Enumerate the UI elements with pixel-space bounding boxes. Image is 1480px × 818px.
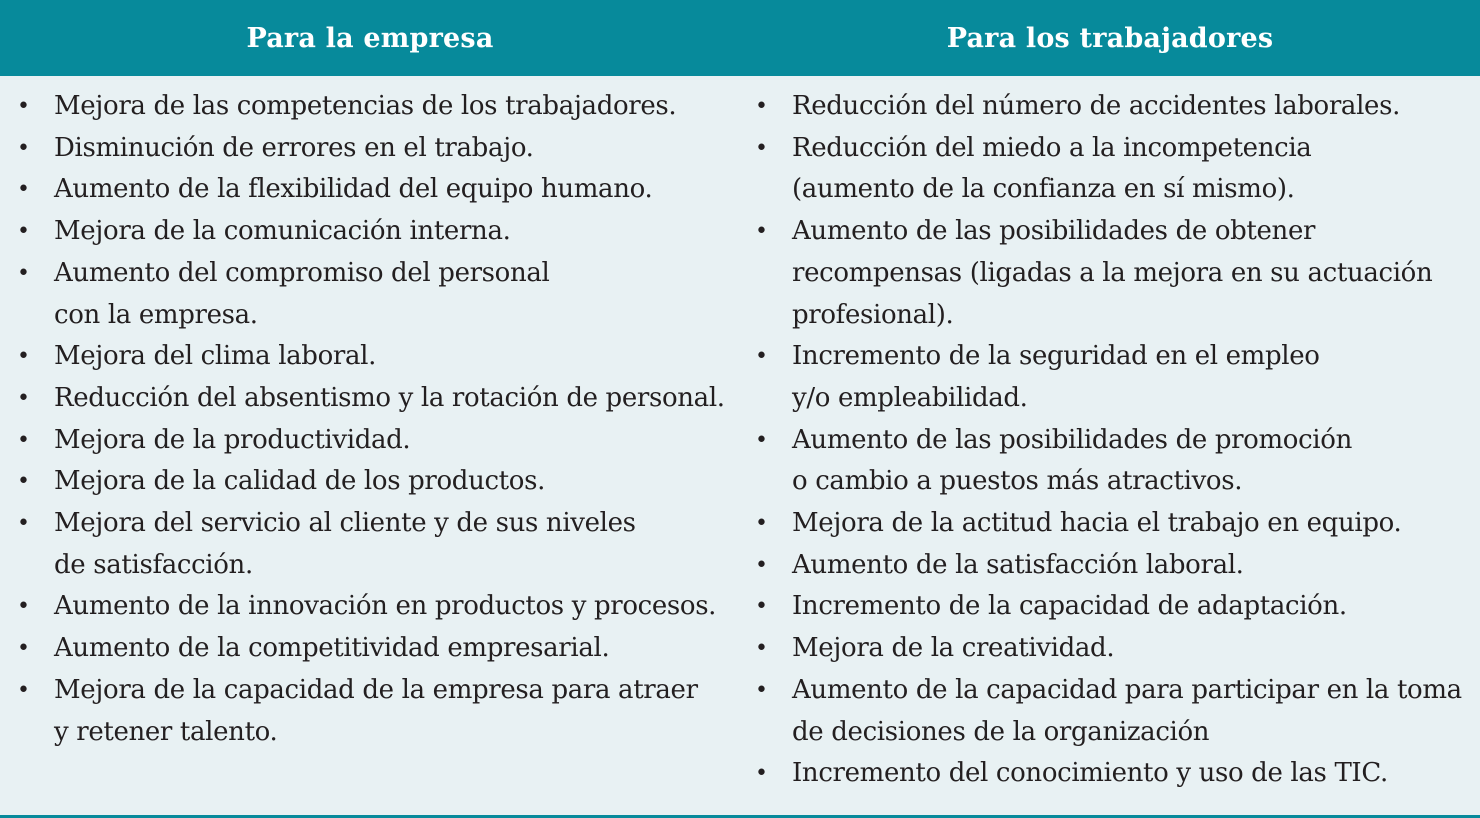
company-list-item xyxy=(14,86,738,128)
company-list-item xyxy=(14,586,738,628)
company-benefits-list xyxy=(14,86,738,753)
company-item-text: Aumento de la innovación en productos y procesos. xyxy=(54,591,717,622)
company-item-text: Mejora del clima laboral. xyxy=(54,341,377,372)
bullet-icon: • xyxy=(17,511,30,537)
bullet-icon: • xyxy=(755,135,768,161)
bullet-icon: • xyxy=(755,219,768,245)
worker-item-text: (aumento de la confianza en sí mismo). xyxy=(792,174,1295,205)
worker-item-text: de decisiones de la organización xyxy=(792,716,1210,747)
table-header xyxy=(0,0,1480,76)
worker-item-text: Reducción del miedo a la incompetencia xyxy=(792,132,1312,163)
bullet-icon: • xyxy=(17,469,30,495)
company-list-item xyxy=(14,253,738,336)
worker-list-item xyxy=(752,336,1476,419)
company-list-item xyxy=(14,336,738,378)
bullet-icon: • xyxy=(17,636,30,662)
worker-item-text: Reducción del número de accidentes laborales. xyxy=(792,91,1400,121)
bullet-icon: • xyxy=(755,511,768,537)
column-header-company: Para la empresa xyxy=(246,22,494,54)
bullet-icon: • xyxy=(17,177,30,203)
bullet-icon: • xyxy=(17,135,30,161)
company-item-text: Mejora del servicio al cliente y de sus niveles xyxy=(54,508,636,539)
company-list-item xyxy=(14,461,738,503)
worker-list-item xyxy=(752,753,1476,795)
worker-list-item xyxy=(752,670,1476,753)
company-item-text: Mejora de las competencias de los trabajadores. xyxy=(54,91,677,121)
worker-item-text: Mejora de la actitud hacia el trabajo en equipo. xyxy=(792,508,1402,539)
company-item-text: de satisfacción. xyxy=(54,549,253,580)
worker-list-item xyxy=(752,128,1476,211)
company-item-text: Aumento del compromiso del personal xyxy=(54,257,550,288)
company-item-text: y retener talento. xyxy=(54,716,278,747)
bullet-icon: • xyxy=(17,219,30,245)
worker-list-item xyxy=(752,211,1476,336)
company-list-item xyxy=(14,211,738,253)
company-list-item xyxy=(14,378,738,420)
company-item-text: Reducción del absentismo y la rotación de personal. xyxy=(54,382,725,413)
worker-item-text: Incremento de la capacidad de adaptación. xyxy=(792,591,1347,622)
worker-item-text: Aumento de la satisfacción laboral. xyxy=(792,549,1244,580)
company-item-text: Disminución de errores en el trabajo. xyxy=(54,132,534,163)
company-list-item xyxy=(14,670,738,753)
bullet-icon: • xyxy=(755,636,768,662)
bullet-icon: • xyxy=(17,427,30,453)
worker-list-item xyxy=(752,586,1476,628)
bullet-icon: • xyxy=(755,552,768,578)
worker-item-text: profesional). xyxy=(792,299,954,330)
company-item-text: Mejora de la calidad de los productos. xyxy=(54,466,545,497)
company-item-text: Mejora de la comunicación interna. xyxy=(54,216,511,247)
bullet-icon: • xyxy=(755,344,768,370)
worker-list-item xyxy=(752,545,1476,587)
worker-item-text: Incremento del conocimiento y uso de las TIC. xyxy=(792,758,1388,789)
bullet-icon: • xyxy=(17,385,30,411)
bullet-icon: • xyxy=(17,344,30,370)
company-item-text: Mejora de la capacidad de la empresa para atraer xyxy=(54,674,698,705)
worker-item-text: Aumento de la capacidad para participar en la toma xyxy=(792,674,1462,705)
bullet-icon: • xyxy=(17,260,30,286)
bullet-icon: • xyxy=(755,677,768,703)
bullet-icon: • xyxy=(17,677,30,703)
worker-benefits-list xyxy=(752,86,1476,795)
company-list-item xyxy=(14,169,738,211)
worker-list-item xyxy=(752,628,1476,670)
worker-list-item xyxy=(752,420,1476,503)
worker-item-text: Aumento de las posibilidades de promoción xyxy=(792,424,1352,455)
bullet-icon: • xyxy=(755,761,768,787)
bullet-icon: • xyxy=(17,94,30,119)
worker-item-text: Aumento de las posibilidades de obtener xyxy=(792,216,1316,247)
worker-list-item xyxy=(752,86,1476,128)
company-item-text: con la empresa. xyxy=(54,299,258,330)
worker-item-text: Mejora de la creatividad. xyxy=(792,633,1115,664)
company-list-item xyxy=(14,628,738,670)
bullet-icon: • xyxy=(17,594,30,620)
company-item-text: Aumento de la competitividad empresarial. xyxy=(54,633,610,664)
company-list-item xyxy=(14,128,738,170)
company-list-item xyxy=(14,503,738,586)
company-list-item xyxy=(14,420,738,462)
bullet-icon: • xyxy=(755,594,768,620)
worker-list-item xyxy=(752,503,1476,545)
worker-item-text: o cambio a puestos más atractivos. xyxy=(792,466,1243,497)
bullet-icon: • xyxy=(755,94,768,119)
worker-item-text: y/o empleabilidad. xyxy=(792,382,1028,413)
worker-item-text: Incremento de la seguridad en el empleo xyxy=(792,341,1320,372)
worker-item-text: recompensas (ligadas a la mejora en su actuación xyxy=(792,257,1433,288)
company-item-text: Mejora de la productividad. xyxy=(54,424,411,455)
bullet-icon: • xyxy=(755,427,768,453)
company-item-text: Aumento de la flexibilidad del equipo humano. xyxy=(54,174,653,205)
column-header-workers: Para los trabajadores xyxy=(946,22,1274,54)
